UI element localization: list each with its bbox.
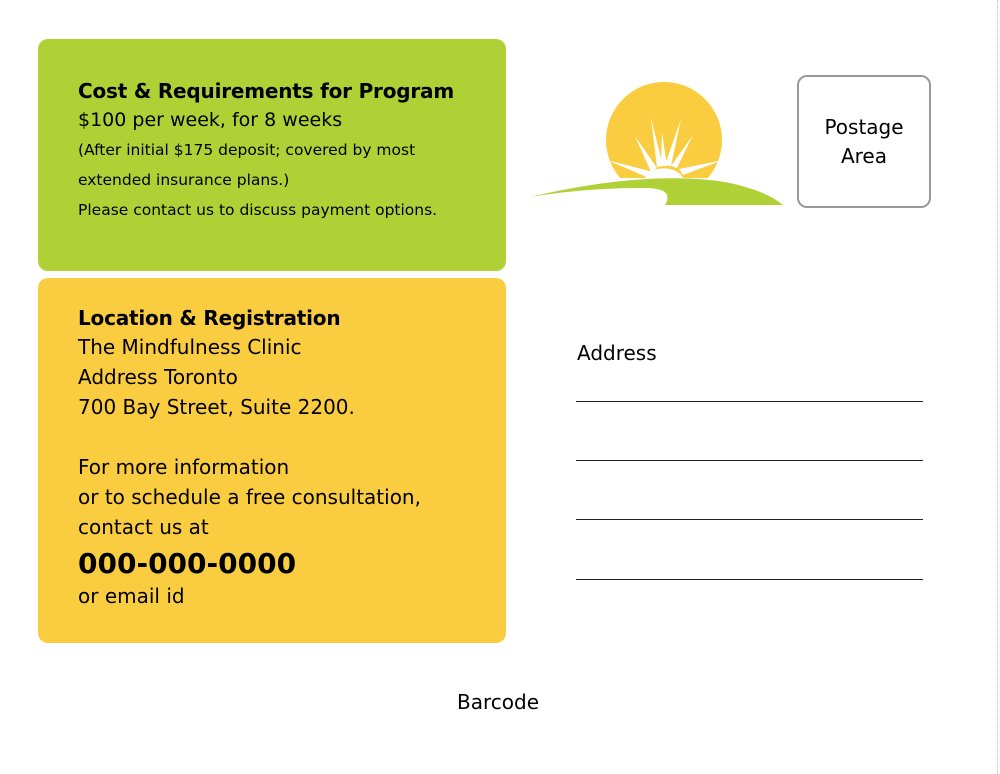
address-line xyxy=(576,460,923,461)
cost-note-line2: extended insurance plans.) xyxy=(78,171,290,189)
phone-number: 000-000-0000 xyxy=(78,547,297,580)
cut-edge-guide xyxy=(997,0,998,774)
postage-line1: Postage xyxy=(824,114,904,139)
info-line: For more information xyxy=(78,455,290,479)
cost-requirements-panel xyxy=(38,39,506,271)
cost-contact: Please contact us to discuss payment options. xyxy=(78,201,438,219)
barcode-label: Barcode xyxy=(457,690,539,714)
info-line: or to schedule a free consultation, xyxy=(78,485,421,509)
address-line xyxy=(576,519,923,520)
cost-price: $100 per week, for 8 weeks xyxy=(78,109,343,131)
location-line: 700 Bay Street, Suite 2200. xyxy=(78,395,355,419)
postage-area xyxy=(797,75,931,208)
address-line xyxy=(576,401,923,402)
cost-heading: Cost & Requirements for Program xyxy=(78,79,454,103)
cost-note-line1: (After initial $175 deposit; covered by most xyxy=(78,141,416,159)
address-label: Address xyxy=(577,341,657,365)
location-line: Address Toronto xyxy=(78,365,238,389)
location-registration-panel xyxy=(38,278,506,643)
info-line: contact us at xyxy=(78,515,209,539)
sunrise-logo xyxy=(525,80,790,210)
postage-line2: Area xyxy=(840,143,887,168)
location-line: The Mindfulness Clinic xyxy=(78,335,302,359)
location-heading: Location & Registration xyxy=(78,306,341,330)
address-line xyxy=(576,579,923,580)
email-line: or email id xyxy=(78,584,185,608)
